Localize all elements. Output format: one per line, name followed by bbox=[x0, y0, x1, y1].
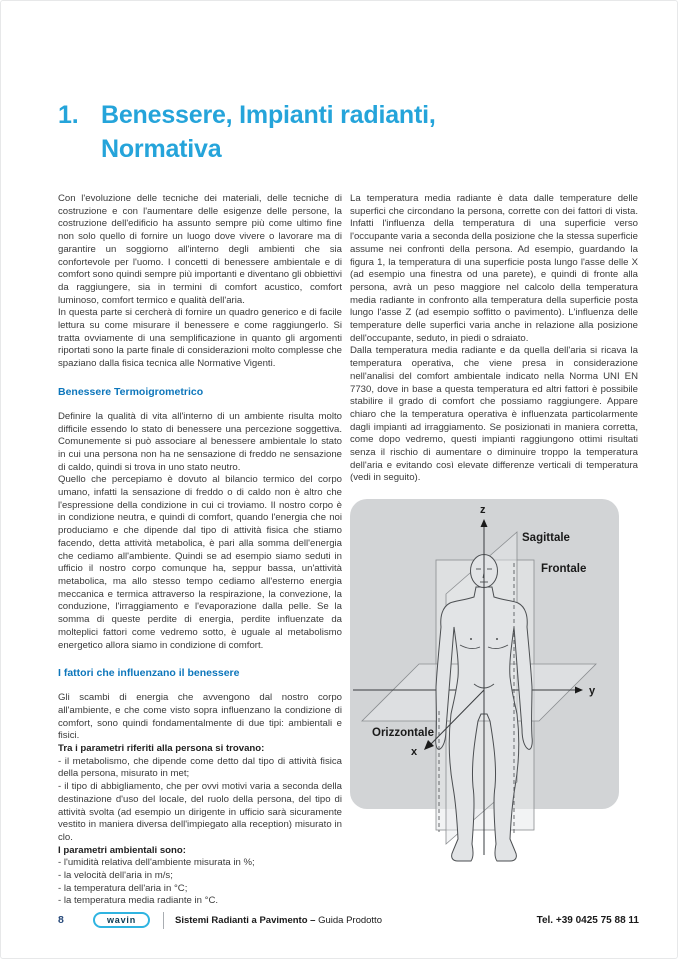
list-item: - il tipo di abbigliamento, che per ovvi motivi varia a seconda della destinazione d'uso del locale, del ruolo della persona, del tipo di attività svolta (ad esempio un dirigente in ufficio sarà sicuramente vestito in maniera diversa dell'impiegato alla reception) misurato in clo. bbox=[58, 781, 342, 843]
list-lead-parametri-persona: Tra i parametri riferiti alla persona si trovano: bbox=[58, 743, 265, 755]
chapter-title-line1: Benessere, Impianti radianti, bbox=[101, 101, 436, 129]
list-item: - la temperatura dell'aria in °C; bbox=[58, 882, 188, 894]
list-item: - il metabolismo, che dipende come detto dal tipo di attività fisica della persona, misurato in met; bbox=[58, 755, 342, 780]
footer-divider bbox=[163, 912, 164, 929]
paragraph: Gli scambi di energia che avvengono dal nostro corpo all'ambiente, e che come visto sopra influenzano la condizione di comfort, sono quindi fondamentalmente di due tipi: ambientali e fisici. bbox=[58, 692, 342, 742]
paragraph: La temperatura media radiante è data dalle temperature delle superfici che circondano la persona, corrette con dei fattori di vista. Infatti l'influenza della temperatura di una superficie verso l'occupante varia a seconda della posizione che la stessa superficie assume nei confronti della persona. Ad esempio, guardando la figura 1, la temperatura di una superficie posta lungo l'asse delle X (ad esempio una finestra od una parete), e quindi di fronte alla persona, avrà un peso maggiore nel calcolo della temperatura media radiante in confronto alla temperatura della superficie posta lungo l'asse Z (ad esempio soffitto o pavimento). L'influenza delle temperature delle superfici varia anche in relazione alla posizione dell'occupante, seduto, in piedi o sdraiato. bbox=[350, 193, 638, 344]
chapter-title bbox=[58, 98, 618, 166]
chapter-title-text bbox=[101, 98, 436, 166]
sagittal-plane-label: Sagittale bbox=[522, 532, 570, 545]
footer-phone: Tel. +39 0425 75 88 11 bbox=[536, 914, 639, 926]
horizontal-plane-label: Orizzontale bbox=[372, 727, 434, 740]
document-title-regular: Guida Prodotto bbox=[315, 914, 382, 926]
figure-body-planes bbox=[350, 499, 638, 871]
document-title bbox=[175, 915, 382, 926]
section-heading-benessere-termoigrometrico: Benessere Termoigrometrico bbox=[58, 385, 204, 398]
frontal-plane-label: Frontale bbox=[541, 563, 587, 576]
x-axis-label: x bbox=[411, 746, 418, 759]
left-column bbox=[58, 193, 342, 908]
y-axis-label: y bbox=[589, 685, 596, 698]
paragraph: In questa parte si cercherà di fornire un quadro generico e di facile lettura su come misurare il benessere e come raggiungerlo. Si tratta ovviamente di una semplificazione in quanto gli argomenti riportati sono la parte finale di considerazioni molto complesse che spaziano dalla fisica tecnica alle Normative Vigenti. bbox=[58, 307, 342, 370]
body-planes-diagram bbox=[350, 499, 638, 871]
z-axis-label: z bbox=[480, 504, 486, 517]
list-item: - la velocità dell'aria in m/s; bbox=[58, 870, 173, 882]
wavin-logo bbox=[93, 912, 150, 928]
section-heading-fattori-benessere: I fattori che influenzano il benessere bbox=[58, 667, 240, 680]
paragraph: Quello che percepiamo è dovuto al bilancio termico del corpo umano, infatti la sensazione di freddo o di caldo non è altro che l'espressione della condizione in cui ci troviamo. Il nostro corpo è in condizione neutra, e quindi di comfort, quando l'energia che noi produciamo e che dipende dal tipo di attività fisica che stiamo facendo, detta attività metabolica, è pari alla somma dell'energia che cediamo all'ambiente. Quindi se ad esempio siamo seduti in ufficio il nostro corpo comunque ha, seppur bassa, un'attività metabolica, ma allo stesso tempo cediamo all'esterno energia meccanica e termica attraverso la respirazione, la convezione, la conduzione, l'irraggiamento e l'evaporazione dalla pelle. Se la somma di queste perdite di energia, perdite influenzate da molteplici fattori come vedremo sotto, è uguale al metabolismo energetico allora siamo in condizione di comfort. bbox=[58, 474, 342, 651]
list-item: - la temperatura media radiante in °C. bbox=[58, 895, 219, 907]
paragraph: Dalla temperatura media radiante e da quella dell'aria si ricava la temperatura operativa, che viene presa in considerazione nell'analisi del comfort ambientale indicato nella Norma UNI EN 7730, dove in base a questa temperatura ed altri fattori è possibile stabilire il grado di comfort che possiamo raggiungere. Appare chiaro che la temperatura operativa è influenzata particolarmente dagli impianti ad irraggiamento. Se posizionati in maniera corretta, come dopo vedremo, questi impianti raggiungono ottimi risultati senza il rischio di aumentare o diminuire troppo la temperatura dell'aria e evitando così elevate differenze verticali di temperatura (vedi in seguito). bbox=[350, 345, 638, 484]
list-item: - l'umidità relativa dell'ambiente misurata in %; bbox=[58, 857, 255, 869]
page-footer bbox=[58, 909, 639, 931]
page-number: 8 bbox=[58, 914, 64, 926]
paragraph: Definire la qualità di vita all'interno di un ambiente risulta molto difficile essendo lo stato di benessere una percezione soggettiva. Comunemente si può associare al benessere ambientale lo stato in cui una persona non ha ne sensazione di freddo ne sensazione di caldo, quindi si trova in uno stato neutro. bbox=[58, 410, 342, 473]
wavin-logo-text: wavin bbox=[106, 915, 136, 925]
paragraph: Con l'evoluzione delle tecniche dei materiali, delle tecniche di costruzione e con l'aumentare delle esigenze delle persone, la costruzione dell'edificio ha assunto sempre più come ultimo fine non solo quello di fornire un luogo dove vivere o lavorare ma di garantire un soggiorno all'interno degli ambienti che sia confortevole per l'uomo. I concetti di benessere ambientale e di comfort sono quindi sempre più importanti e diventano gli obbiettivi da raggiungere, sia in termini di comfort acustico, comfort luminoso, comfort termico e qualità dell'aria. bbox=[58, 193, 342, 306]
chapter-title-line2: Normativa bbox=[101, 135, 222, 163]
chapter-number: 1. bbox=[58, 101, 79, 129]
list-lead-parametri-ambientali: I parametri ambientali sono: bbox=[58, 844, 186, 856]
right-column bbox=[350, 193, 638, 871]
document-title-bold: Sistemi Radianti a Pavimento – bbox=[175, 914, 316, 926]
